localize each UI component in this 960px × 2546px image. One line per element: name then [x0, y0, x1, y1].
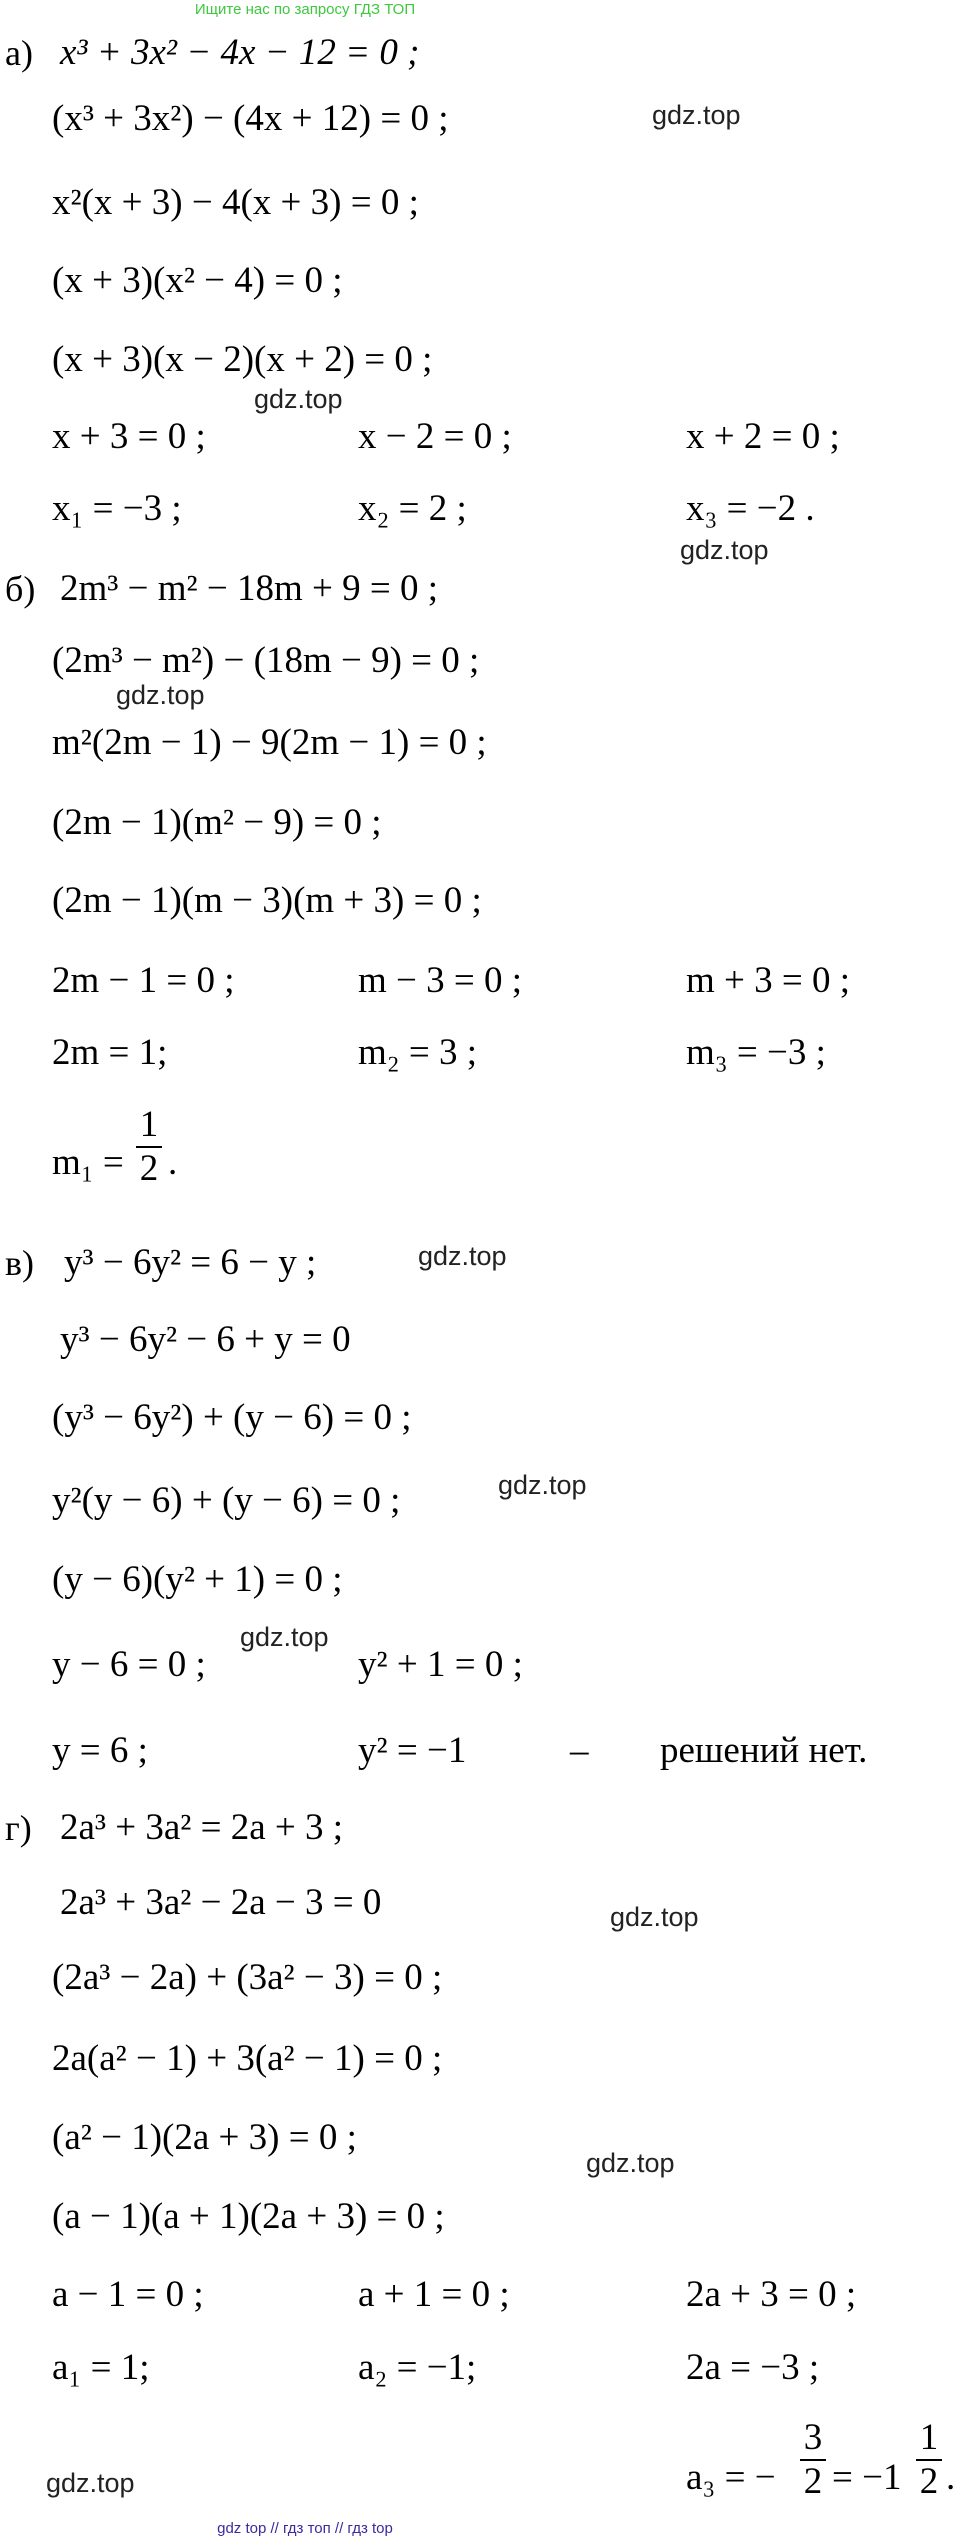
g-a3-denominator: 2	[803, 2461, 823, 2502]
a-root-eq-1: x + 3 = 0 ;	[52, 416, 206, 457]
b-m1-numerator: 1	[139, 1104, 159, 1145]
b-eq-1: 2m³ − m² − 18m + 9 = 0 ;	[60, 568, 439, 609]
label-v: в)	[5, 1243, 34, 1283]
b-eq-2: (2m³ − m²) − (18m − 9) = 0 ;	[52, 640, 480, 681]
v-eq-4: y²(y − 6) + (y − 6) = 0 ;	[52, 1480, 401, 1521]
a-root-1: x₁ = −3 ;	[52, 488, 182, 529]
a-eq-2: (x³ + 3x²) − (4x + 12) = 0 ;	[52, 98, 449, 139]
a-eq-1: x³ + 3x² − 4x − 12 = 0 ;	[60, 32, 420, 73]
g-eq-1: 2a³ + 3a² = 2a + 3 ;	[60, 1807, 344, 1848]
g-root-eq-2: a + 1 = 0 ;	[358, 2274, 510, 2315]
watermark: gdz.top	[498, 1470, 587, 1500]
b-eq-4: (2m − 1)(m² − 9) = 0 ;	[52, 802, 382, 843]
b-eq-3: m²(2m − 1) − 9(2m − 1) = 0 ;	[52, 722, 487, 763]
footer-links[interactable]: gdz top // гдз топ // гдз top	[217, 2520, 393, 2537]
g-eq-2: 2a³ + 3a² − 2a − 3 = 0	[60, 1882, 382, 1923]
g-root-2: a₂ = −1;	[358, 2347, 477, 2388]
g-a3-mixed-numerator: 1	[919, 2417, 939, 2458]
watermark: gdz.top	[586, 2148, 675, 2178]
b-m1-denominator: 2	[139, 1148, 159, 1189]
label-a: а)	[5, 33, 33, 73]
v-eq-1: y³ − 6y² = 6 − y ;	[64, 1242, 317, 1283]
g-eq-4: 2a(a² − 1) + 3(a² − 1) = 0 ;	[52, 2038, 443, 2079]
g-a3-numerator: 3	[803, 2417, 823, 2458]
g-eq-3: (2a³ − 2a) + (3a² − 3) = 0 ;	[52, 1957, 443, 1998]
a-eq-5: (x + 3)(x − 2)(x + 2) = 0 ;	[52, 339, 433, 380]
g-eq-6: (a − 1)(a + 1)(2a + 3) = 0 ;	[52, 2196, 445, 2237]
v-eq-5: (y − 6)(y² + 1) = 0 ;	[52, 1559, 343, 1600]
v-no-solutions: решений нет.	[660, 1730, 868, 1771]
g-a3-lhs: a₃ = −	[686, 2457, 776, 2498]
label-b: б)	[5, 569, 36, 609]
v-root-2: y² = −1	[358, 1730, 467, 1771]
g-a3-mixed-fraction	[916, 2418, 942, 2502]
b-eq-5: (2m − 1)(m − 3)(m + 3) = 0 ;	[52, 880, 482, 921]
v-dash: –	[570, 1730, 589, 1771]
v-eq-2: y³ − 6y² − 6 + y = 0	[60, 1319, 351, 1360]
b-root-eq-2: m − 3 = 0 ;	[358, 960, 523, 1001]
b-m1-lhs: m₁ =	[52, 1142, 124, 1183]
g-root-3-step: 2a = −3 ;	[686, 2347, 820, 2388]
a-root-3: x₃ = −2 .	[686, 488, 815, 529]
watermark: gdz.top	[254, 384, 343, 414]
a-root-eq-2: x − 2 = 0 ;	[358, 416, 512, 457]
b-root-1-step: 2m = 1;	[52, 1032, 168, 1073]
v-eq-3: (y³ − 6y²) + (y − 6) = 0 ;	[52, 1397, 412, 1438]
v-root-eq-2: y² + 1 = 0 ;	[358, 1644, 523, 1685]
a-root-2: x₂ = 2 ;	[358, 488, 467, 529]
watermark: gdz.top	[610, 1902, 699, 1932]
search-banner[interactable]: Ищите нас по запросу ГДЗ ТОП	[194, 1, 416, 18]
watermark: gdz.top	[46, 2468, 135, 2498]
g-root-eq-3: 2a + 3 = 0 ;	[686, 2274, 857, 2315]
a-eq-4: (x + 3)(x² − 4) = 0 ;	[52, 260, 343, 301]
b-root-eq-3: m + 3 = 0 ;	[686, 960, 851, 1001]
v-root-1: y = 6 ;	[52, 1730, 148, 1771]
b-root-3: m₃ = −3 ;	[686, 1032, 826, 1073]
g-root-1: a₁ = 1;	[52, 2347, 150, 2388]
g-a3-mixed-denominator: 2	[919, 2461, 939, 2502]
watermark: gdz.top	[680, 535, 769, 565]
b-root-2: m₂ = 3 ;	[358, 1032, 478, 1073]
g-a3-mid: = −1	[832, 2457, 902, 2498]
watermark: gdz.top	[240, 1622, 329, 1652]
watermark: gdz.top	[418, 1241, 507, 1271]
watermark: gdz.top	[116, 680, 205, 710]
v-root-eq-1: y − 6 = 0 ;	[52, 1644, 206, 1685]
g-a3-fraction	[800, 2418, 826, 2502]
g-root-eq-1: a − 1 = 0 ;	[52, 2274, 204, 2315]
watermark: gdz.top	[652, 100, 741, 130]
b-m1-end: .	[168, 1142, 178, 1183]
a-root-eq-3: x + 2 = 0 ;	[686, 416, 840, 457]
b-root-eq-1: 2m − 1 = 0 ;	[52, 960, 235, 1001]
b-m1-fraction	[136, 1105, 162, 1189]
g-eq-5: (a² − 1)(2a + 3) = 0 ;	[52, 2117, 357, 2158]
a-eq-3: x²(x + 3) − 4(x + 3) = 0 ;	[52, 182, 419, 223]
label-g: г)	[5, 1808, 32, 1848]
g-a3-end: .	[946, 2457, 956, 2498]
